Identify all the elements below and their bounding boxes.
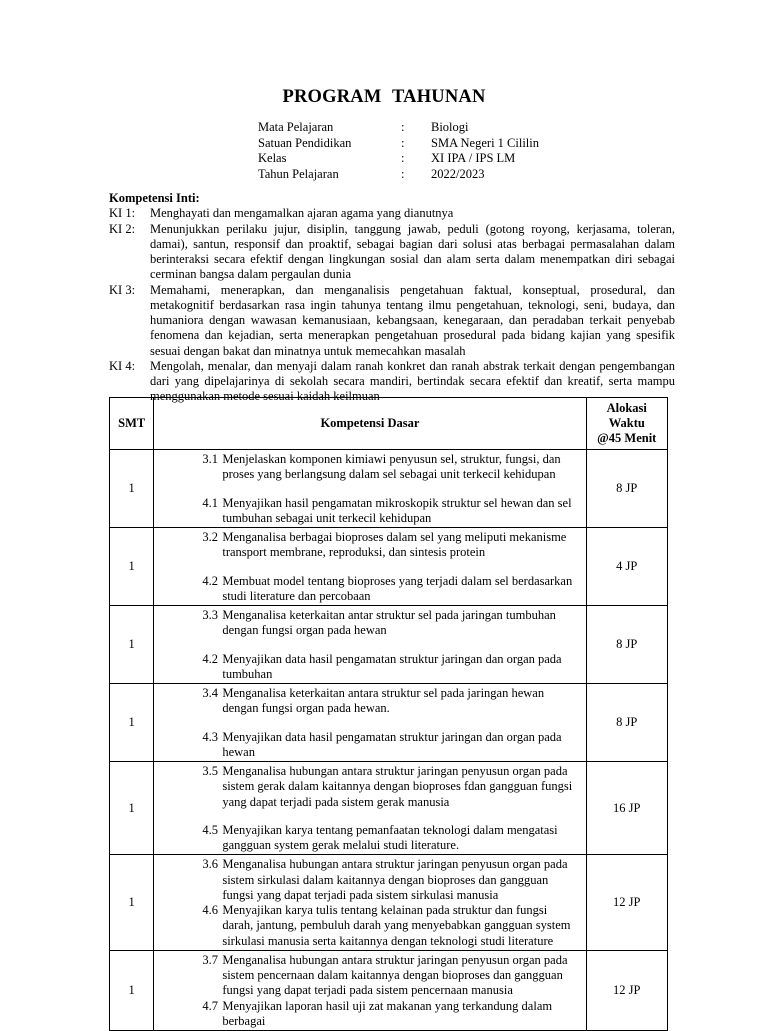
kd-item	[202, 764, 579, 810]
kd-number: 3.2	[202, 530, 218, 544]
cell-smt: 1	[110, 762, 154, 855]
ki-heading: Kompetensi Inti:	[109, 191, 200, 205]
table-row	[110, 528, 668, 606]
cell-smt: 1	[110, 950, 154, 1030]
kd-text: Menyajikan data hasil pengamatan struktur jaringan dan organ pada tumbuhan	[222, 651, 562, 681]
kd-text: Menyajikan data hasil pengamatan struktur jaringan dan organ pada hewan	[222, 729, 562, 759]
table-row	[110, 450, 668, 528]
kd-item	[202, 652, 579, 683]
kd-item	[202, 686, 579, 717]
info-label: Kelas	[258, 151, 287, 165]
ki-item	[109, 283, 675, 359]
cell-alokasi: 8 JP	[586, 450, 667, 528]
table-row	[110, 950, 668, 1030]
kd-number: 4.2	[202, 573, 218, 588]
kd-item	[202, 574, 579, 605]
info-row	[258, 136, 539, 152]
kd-text: Menganalisa keterkaitan antara struktur sel pada jaringan hewan dengan fungsi organ pada hewan.	[222, 686, 545, 716]
cell-alokasi: 8 JP	[586, 684, 667, 762]
cell-kompetensi-dasar	[154, 450, 586, 528]
table-row	[110, 684, 668, 762]
info-separator: :	[401, 166, 405, 181]
ki-text: Menunjukkan perilaku jujur, disiplin, tanggung jawab, peduli (gotong royong, kerjasama, toleran, damai), santun, responsif dan proaktif, sebagai bagian dari solusi atas berbagai permasalahan dalam berinteraksi secara efektif dengan lingkungan sosial dan alam serta dalam menempatkan diri sebagai cerminan bangsa dalam pergaulan dunia	[150, 221, 675, 282]
kd-text: Menyajikan karya tentang pemanfaatan teknologi dalam mengatasi gangguan system gerak melalui studi literature.	[222, 822, 558, 852]
cell-alokasi: 12 JP	[586, 855, 667, 951]
kd-number: 3.3	[202, 608, 218, 622]
kd-number: 3.4	[202, 686, 218, 700]
header-alokasi-waktu	[586, 398, 667, 450]
info-row	[258, 151, 539, 167]
cell-smt: 1	[110, 684, 154, 762]
header-smt: SMT	[110, 398, 154, 450]
kd-item	[202, 857, 579, 903]
kd-item	[202, 530, 579, 561]
kd-number: 4.1	[202, 495, 218, 510]
ki-label: KI 4:	[109, 358, 136, 373]
kd-number: 3.7	[202, 952, 218, 967]
info-separator: :	[401, 135, 405, 150]
table-row	[110, 762, 668, 855]
kd-item	[202, 608, 579, 639]
cell-smt: 1	[110, 606, 154, 684]
kd-text: Menyajikan hasil pengamatan mikroskopik struktur sel hewan dan sel tumbuhan sebagai unit terkecil kehidupan	[222, 495, 572, 525]
kd-text: Menganalisa hubungan antara struktur jaringan penyusun organ pada sistem gerak dalam kaitannya dengan bioproses fdan gangguan fungsi yang dapat terjadi pada sistem gerak manusia	[222, 764, 573, 809]
kd-text: Menganalisa berbagai bioproses dalam sel yang meliputi mekanisme transport membrane, reproduksi, dan sintesis protein	[222, 530, 567, 560]
info-separator: :	[401, 151, 405, 165]
info-value: SMA Negeri 1 Cililin	[431, 135, 539, 150]
table-header-row	[110, 398, 668, 450]
table-row	[110, 606, 668, 684]
cell-alokasi: 16 JP	[586, 762, 667, 855]
cell-kompetensi-dasar	[154, 684, 586, 762]
header-kompetensi-dasar: Kompetensi Dasar	[154, 398, 586, 450]
kd-text: Menjelaskan komponen kimiawi penyusun sel, struktur, fungsi, dan proses yang berlangsung dalam sel sebagai unit terkecil kehidupan	[222, 452, 561, 482]
kd-text: Menganalisa hubungan antara struktur jaringan penyusun organ pada sistem sirkulasi dalam kaitannya dengan bioproses dan gangguan fungsi yang dapat terjadi pada sistem sirkulasi manusia	[222, 857, 568, 902]
cell-alokasi: 8 JP	[586, 606, 667, 684]
info-value: 2022/2023	[431, 166, 485, 181]
kd-text: Membuat model tentang bioproses yang terjadi dalam sel berdasarkan studi literature dan percobaan	[222, 573, 573, 603]
cell-smt: 1	[110, 855, 154, 951]
kd-item	[202, 953, 579, 999]
kd-number: 3.1	[202, 452, 218, 466]
cell-kompetensi-dasar	[154, 950, 586, 1030]
info-value: XI IPA / IPS LM	[431, 151, 516, 165]
kd-number: 4.3	[202, 729, 218, 744]
ki-text: Mengolah, menalar, dan menyaji dalam ranah konkret dan ranah abstrak terkait dengan pengembangan dari yang dipelajarinya di sekolah secara mandiri, bertindak secara efektif dan kreatif, serta mampu menggunakan metode sesuai kaidah keilmuan	[150, 358, 675, 404]
kd-number: 4.6	[202, 903, 218, 917]
ki-item	[109, 222, 675, 283]
cell-smt: 1	[110, 528, 154, 606]
page-title: PROGRAM TAHUNAN	[282, 87, 486, 107]
header-alokasi-line: @45 Menit	[597, 431, 657, 446]
kd-number: 3.6	[202, 857, 218, 872]
kd-text: Menyajikan laporan hasil uji zat makanan yang terkandung dalam berbagai	[222, 998, 553, 1028]
kd-item	[202, 999, 579, 1030]
kompetensi-inti	[109, 191, 675, 405]
document-info	[258, 120, 539, 182]
info-label: Satuan Pendidikan	[258, 135, 352, 150]
ki-label: KI 2:	[109, 221, 136, 236]
header-alokasi-line: Alokasi	[606, 400, 647, 415]
cell-kompetensi-dasar	[154, 606, 586, 684]
kompetensi-dasar-table	[109, 397, 668, 1031]
table-row	[110, 855, 668, 951]
cell-kompetensi-dasar	[154, 762, 586, 855]
cell-alokasi: 12 JP	[586, 950, 667, 1030]
ki-text: Menghayati dan mengamalkan ajaran agama yang dianutnya	[150, 206, 454, 221]
kd-number: 4.5	[202, 822, 218, 837]
kd-number: 3.5	[202, 764, 218, 778]
cell-kompetensi-dasar	[154, 528, 586, 606]
info-label: Mata Pelajaran	[258, 120, 334, 134]
kd-number: 4.2	[202, 651, 218, 666]
ki-text: Memahami, menerapkan, dan menganalisis pengetahuan faktual, konseptual, prosedural, dan metakognitif berdasarkan rasa ingin tahunya tentang ilmu pengetahuan, teknologi, seni, budaya, dan humaniora dengan wawasan kemanusiaan, kebangsaan, kenegaraan, dan peradaban terkait penyebab fenomena dan kejadian, serta menerapkan pengetahuan prosedural pada bidang kajian yang spesifik sesuai dengan bakat dan minatnya untuk memecahkan masalah	[150, 282, 675, 358]
kd-text: Menganalisa hubungan antara struktur jaringan penyusun organ pada sistem pencernaan dalam kaitannya dengan bioproses dan gangguan fungsi yang dapat terjadi pada sistem pencernaan manusia	[222, 952, 568, 998]
ki-item	[109, 206, 675, 221]
kd-text: Menganalisa keterkaitan antar struktur sel pada jaringan tumbuhan dengan fungsi organ pada hewan	[222, 608, 556, 638]
ki-label: KI 3:	[109, 282, 136, 297]
info-value: Biologi	[431, 120, 469, 134]
cell-smt: 1	[110, 450, 154, 528]
kd-item	[202, 730, 579, 761]
info-row	[258, 120, 539, 136]
kd-item	[202, 452, 579, 483]
header-alokasi-line: Waktu	[608, 415, 645, 430]
cell-alokasi: 4 JP	[586, 528, 667, 606]
kd-item	[202, 903, 579, 949]
kd-item	[202, 496, 579, 527]
info-label: Tahun Pelajaran	[258, 166, 339, 181]
kd-number: 4.7	[202, 998, 218, 1013]
ki-label: KI 1:	[109, 206, 136, 221]
info-separator: :	[401, 120, 405, 134]
kd-item	[202, 823, 579, 854]
info-row	[258, 167, 539, 183]
cell-kompetensi-dasar	[154, 855, 586, 951]
kd-text: Menyajikan karya tulis tentang kelainan pada struktur dan fungsi darah, jantung, pembuluh darah yang menyebabkan gangguan system sirkulasi manusia serta kaitannya dengan teknologi studi literature	[222, 903, 571, 948]
